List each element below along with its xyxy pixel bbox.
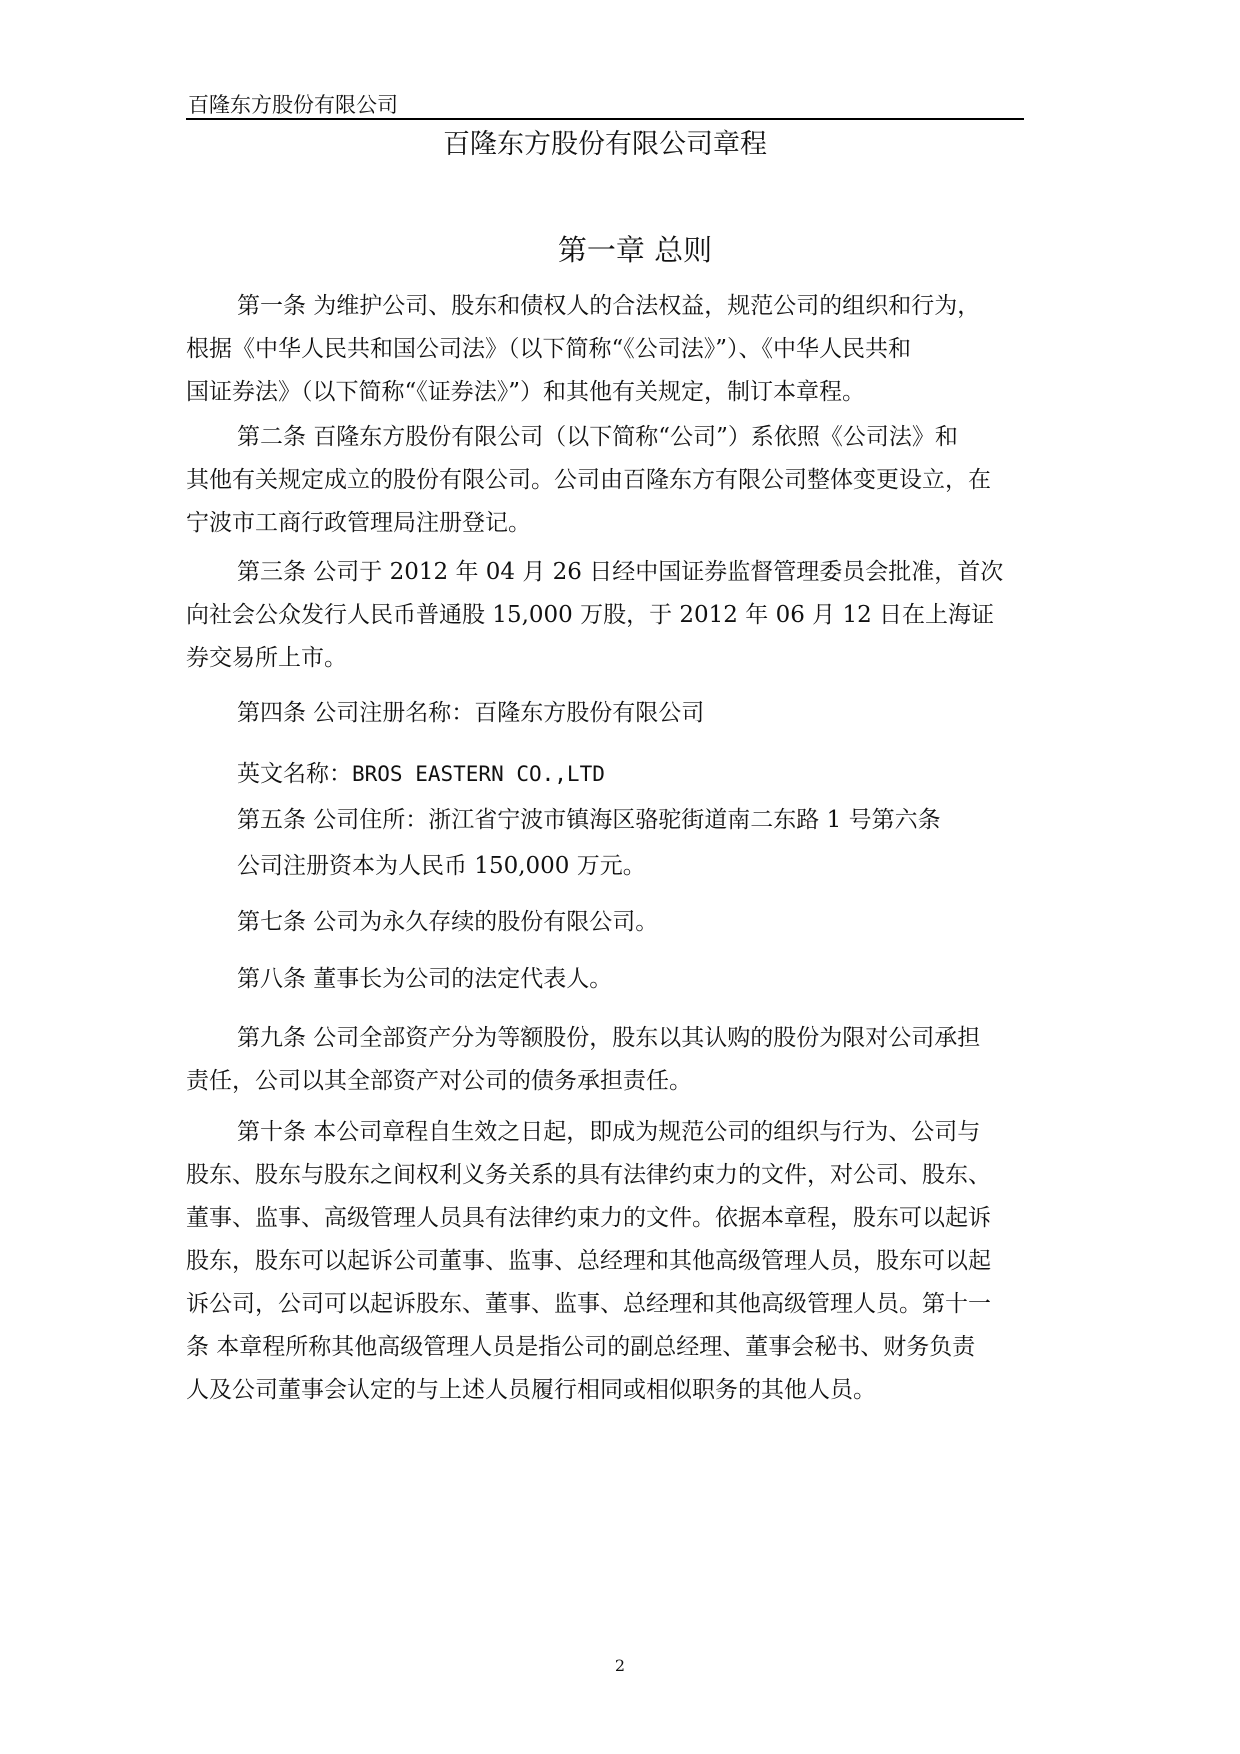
article-2 bbox=[186, 416, 1062, 545]
article-10-line-3: 董事、监事、高级管理人员具有法律约束力的文件。依据本章程，股东可以起诉 bbox=[186, 1205, 991, 1231]
document-title: 百隆东方股份有限公司章程 bbox=[443, 129, 767, 160]
article-8-line-1: 第八条 董事长为公司的法定代表人。 bbox=[237, 966, 613, 992]
article-10-line-1: 第十条 本公司章程自生效之日起，即成为规范公司的组织与行为、公司与 bbox=[237, 1119, 981, 1145]
english-name-label: 英文名称： bbox=[237, 761, 352, 787]
english-name-value: BROS EASTERN CO.,LTD bbox=[352, 762, 605, 786]
article-10-line-2: 股东、股东与股东之间权利义务关系的具有法律约束力的文件，对公司、股东、 bbox=[186, 1162, 991, 1188]
article-3 bbox=[186, 551, 1062, 680]
article-9 bbox=[186, 1017, 1062, 1103]
article-7 bbox=[186, 901, 1062, 944]
article-3-line-1: 第三条 公司于 2012 年 04 月 26 日经中国证券监督管理委员会批准，首次 bbox=[237, 559, 1004, 585]
article-2-line-1: 第二条 百隆东方股份有限公司（以下简称“公司”）系依照《公司法》和 bbox=[237, 424, 958, 450]
article-10 bbox=[186, 1111, 1062, 1412]
article-9-line-2: 责任，公司以其全部资产对公司的债务承担责任。 bbox=[186, 1068, 692, 1094]
article-10-line-6: 条 本章程所称其他高级管理人员是指公司的副总经理、董事会秘书、财务负责 bbox=[186, 1334, 976, 1360]
article-4 bbox=[186, 692, 1062, 735]
page-number: 2 bbox=[614, 1656, 626, 1675]
article-3-line-3: 券交易所上市。 bbox=[186, 645, 347, 671]
article-6 bbox=[186, 845, 1062, 888]
article-3-line-2: 向社会公众发行人民币普通股 15,000 万股，于 2012 年 06 月 12 日在上海证 bbox=[186, 602, 995, 628]
article-1-line-1: 第一条 为维护公司、股东和债权人的合法权益，规范公司的组织和行为， bbox=[237, 293, 981, 319]
article-1-line-3: 国证券法》（以下简称“《证券法》”）和其他有关规定，制订本章程。 bbox=[186, 379, 866, 405]
article-10-line-5: 诉公司，公司可以起诉股东、董事、监事、总经理和其他高级管理人员。第十一 bbox=[186, 1291, 991, 1317]
article-10-line-4: 股东，股东可以起诉公司董事、监事、总经理和其他高级管理人员，股东可以起 bbox=[186, 1248, 991, 1274]
article-5-line-1: 第五条 公司住所：浙江省宁波市镇海区骆驼街道南二东路 1 号第六条 bbox=[237, 807, 941, 833]
english-name bbox=[186, 753, 1062, 796]
article-1 bbox=[186, 285, 1062, 414]
article-10-line-7: 人及公司董事会认定的与上述人员履行相同或相似职务的其他人员。 bbox=[186, 1377, 876, 1403]
running-header-company: 百隆东方股份有限公司 bbox=[188, 93, 398, 117]
article-7-line-1: 第七条 公司为永久存续的股份有限公司。 bbox=[237, 909, 659, 935]
article-5 bbox=[186, 799, 1062, 842]
header-divider bbox=[186, 118, 1024, 120]
english-name-line bbox=[186, 753, 1062, 796]
article-9-line-1: 第九条 公司全部资产分为等额股份，股东以其认购的股份为限对公司承担 bbox=[237, 1025, 981, 1051]
article-4-line-1: 第四条 公司注册名称：百隆东方股份有限公司 bbox=[237, 700, 705, 726]
article-2-line-3: 宁波市工商行政管理局注册登记。 bbox=[186, 510, 531, 536]
article-6-line-1: 公司注册资本为人民币 150,000 万元。 bbox=[237, 853, 646, 879]
article-8 bbox=[186, 958, 1062, 1001]
article-2-line-2: 其他有关规定成立的股份有限公司。公司由百隆东方有限公司整体变更设立，在 bbox=[186, 467, 991, 493]
chapter-title: 第一章 总则 bbox=[557, 233, 713, 267]
article-1-line-2: 根据《中华人民共和国公司法》（以下简称“《公司法》”）、《中华人民共和 bbox=[186, 336, 912, 362]
